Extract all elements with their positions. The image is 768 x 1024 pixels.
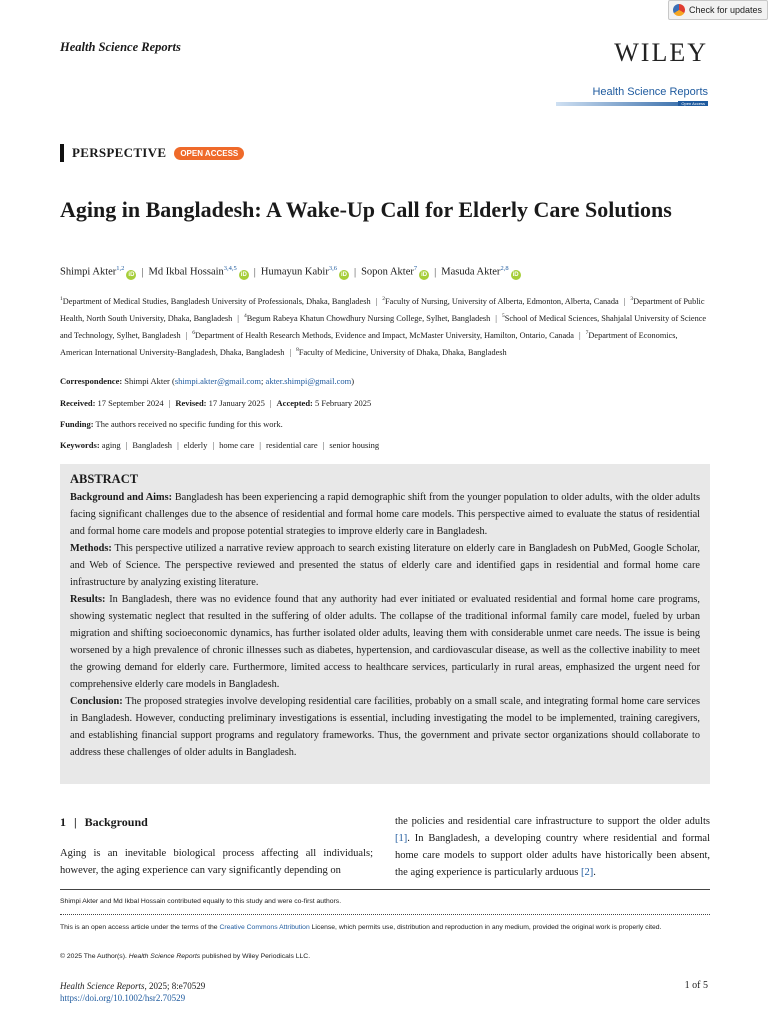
abstract-section-text: This perspective utilized a narrative review approach to search existing literature on elderly care in Bangladesh on PubMed, Google Scholar, and Web of Science. The perspective reviewed and presented the status of elderly care and identified gaps in residential and formal home care infrastructure by analyzing existing literature. [70,543,701,588]
citation-link[interactable]: [1] [395,833,408,844]
cofirst-footnote: Shimpi Akter and Md Ikbal Hossain contributed equally to this study and were co-first authors. [60,898,342,905]
abstract-section-label: Methods: [70,543,112,554]
body-text: Aging is an inevitable biological process affecting all individuals; however, the aging experience can vary significantly depending on [60,848,373,876]
wiley-logo: WILEY [614,38,708,67]
author-affil-sup: 3,4,5 [223,265,237,272]
separator: | [212,440,215,450]
crossmark-icon [673,4,685,16]
author-name[interactable]: Humayun Kabir [260,266,329,278]
footer-volume: , 2025; 8:e70529 [144,981,206,991]
abstract-section-label: Conclusion: [70,696,123,707]
author-list [60,262,720,280]
copyright-text: published by Wiley Periodicals LLC. [202,953,311,960]
author-name[interactable]: Shimpi Akter [60,266,117,278]
funding [60,418,710,430]
accepted-date: 5 February 2025 [315,398,372,408]
author-affil-sup: 7 [413,265,418,272]
separator: | [177,440,179,450]
orcid-icon[interactable]: iD [128,271,135,278]
affiliation: Faculty of Nursing, University of Alberta, Edmonton, Alberta, Canada [385,296,619,306]
footer-journal: Health Science Reports [60,981,145,991]
footnote-divider [60,914,710,915]
separator: | [185,330,188,340]
separator: | [259,440,261,450]
separator: | [269,398,272,408]
license-footnote [60,922,710,933]
journal-name: Health Science Reports [60,40,181,54]
separator: | [289,347,292,357]
accepted-label: Accepted: [276,398,313,408]
revised-date: 17 January 2025 [208,398,265,408]
keywords-label: Keywords: [60,440,100,450]
separator: | [623,296,626,306]
article-type-label: PERSPECTIVE [72,145,167,160]
section-heading [60,815,148,830]
correspondence: Correspondence: Shimpi Akter (shimpi.akter@gmail.com; akter.shimpi@gmail.com) [60,376,355,386]
body-column-right [395,813,710,881]
orcid-icon[interactable]: iD [340,271,347,278]
abstract-methods [70,540,700,591]
abstract-conclusion [70,693,700,761]
affil-sup: 5 [501,313,505,320]
affil-sup: 2 [382,296,386,302]
abstract-heading: ABSTRACT [70,472,139,486]
article-dates [60,397,710,409]
funding-text: The authors received no specific funding for this work. [95,419,283,429]
journal-logo: Health Science Reports [592,86,708,98]
separator: | [141,266,144,278]
check-for-updates-label: Check for updates [689,5,763,15]
page-number: 1 of 5 [684,980,708,991]
separator: | [322,440,325,450]
affil-sup: 1 [60,296,63,302]
author-name[interactable]: Sopon Akter [361,266,414,278]
abstract-results [70,591,700,693]
separator: | [495,313,497,323]
separator: | [253,266,256,278]
keyword[interactable]: senior housing [329,440,380,450]
separator: | [353,266,357,278]
license-text: License, which permits use, distribution and reproduction in any medium, provided the original work is properly cited. [311,924,662,931]
separator: | [168,398,171,408]
check-for-updates-button[interactable] [668,0,768,20]
body-text: the policies and residential care infrastructure to support the older adults [395,816,710,827]
copyright-journal: Health Science Reports [128,953,201,960]
affil-sup: 3 [630,296,634,302]
abstract-section-text: Bangladesh has been experiencing a rapid demographic shift from the younger population to older adults, with the older adults facing significant challenges due to the absence of residential and formal home care models. This perspective aimed to evaluate the status of residential and formal home care models and propose potential strategies to improve elderly care in Bangladesh. [70,492,701,537]
keywords [60,439,710,451]
copyright-footnote [60,951,710,962]
abstract-section-label: Results: [70,594,106,605]
keyword[interactable]: residential care [265,440,318,450]
affil-sup: 7 [585,330,589,337]
doi-link[interactable]: https://doi.org/10.1002/hsr2.70529 [60,993,186,1003]
keyword[interactable]: home care [219,440,255,450]
separator: | [578,330,581,340]
open-access-badge: OPEN ACCESS [174,147,244,160]
author-affil-sup: 2,8 [500,265,509,272]
orcid-icon[interactable]: iD [240,271,247,278]
journal-logo-tag: Open Access [678,101,708,106]
body-text: . [593,867,596,878]
separator: | [74,815,77,829]
body-text: . In Bangladesh, a developing country where residential and formal home care models to support older adults have historically been absent, the aging experience is particularly arduous [395,833,710,878]
author-affil-sup: 3,6 [328,265,337,272]
affil-sup: 6 [192,330,196,337]
affiliation: Department of Health Research Methods, Evidence and Impact, McMaster University, Hamilton, Ontario, Canada [195,330,574,340]
affiliation: Faculty of Medicine, University of Dhaka, Dhaka, Bangladesh [298,347,507,357]
section-number: 1 [60,815,66,829]
affiliation: Department of Medical Studies, Bangladesh University of Professionals, Dhaka, Bangladesh [62,296,371,306]
affil-sup: 4 [243,313,247,320]
section-title: Background [84,815,148,829]
separator: | [434,266,437,278]
author-name[interactable]: Md Ikbal Hossain [148,266,224,278]
separator: | [375,296,378,306]
affiliation: School of Medical Sciences, Shahjalal University of Science and Technology, Sylhet, Bangladesh [60,313,707,340]
funding-label: Funding: [60,419,94,429]
abstract-section-label: Background and Aims: [70,492,173,503]
author-name[interactable]: Masuda Akter [441,266,501,278]
correspondence-label: Correspondence: [60,376,123,386]
body-column-left [60,845,373,879]
keyword[interactable]: elderly [183,440,208,450]
received-date: 17 September 2024 [97,398,164,408]
orcid-icon[interactable]: iD [512,271,519,278]
footer-citation [60,980,205,1004]
separator: | [125,440,128,450]
email-link[interactable]: shimpi.akter@gmail.com [174,376,262,386]
affiliation: Begum Rabeya Khatun Chowdhury Nursing College, Sylhet, Bangladesh [246,313,491,323]
footnote-divider [60,889,710,890]
orcid-icon[interactable]: iD [421,271,428,278]
abstract-background [70,489,700,540]
keyword[interactable]: Bangladesh [132,440,173,450]
revised-label: Revised: [175,398,207,408]
abstract-section-text: In Bangladesh, there was no evidence found that any authority had ever initiated or evaluated residential and formal home care programs, showing systematic neglect that resulted in the suffering of older adults. The collapse of the traditional informal family care model, fueled by urban migration and shifting socioeconomic dynamics, has further isolated older adults, leaving them with considerable unmet care needs. The issue is being worsened by a high prevalence of chronic illnesses such as diabetes, hypertension, and cardiovascular disease, as well as the collective inability to meet the growing demand for elderly care. Furthermore, limited access to healthcare services, particularly in rural areas, emphasized the urgent need for comprehensive elderly care models in Bangladesh. [70,594,700,690]
separator: | [237,313,239,323]
affiliation: Department of Public Health, North South University, Dhaka, Bangladesh [60,296,705,323]
email-link[interactable]: akter.shimpi@gmail.com [265,376,352,386]
affil-sup: 8 [296,347,299,354]
license-link[interactable]: Creative Commons Attribution [219,924,310,931]
license-text: This is an open access article under the terms of the [60,924,218,931]
article-type [60,144,244,162]
abstract-section-text: The proposed strategies involve developing residential care facilities, probably on a small scale, and integrating formal home care services in Bangladesh. However, conducting preliminary investigations is essential, including investigating the model to be implemented, training caregivers, and establishing financial support programs and regulatory frameworks. Thus, the government and private sector organizations should collaborate to address these challenges of older adults in Bangladesh. [70,696,701,758]
received-label: Received: [60,398,96,408]
citation-link[interactable]: [2] [581,867,594,878]
correspondence-name: Shimpi Akter [124,376,170,386]
abstract-box [60,464,710,784]
keyword[interactable]: aging [101,440,121,450]
copyright-text: © 2025 The Author(s). [60,953,127,960]
affiliations [60,292,710,360]
article-title: Aging in Bangladesh: A Wake-Up Call for Elderly Care Solutions [60,197,672,222]
author-affil-sup: 1,2 [116,265,125,272]
affiliation: Department of Economics, American International University-Bangladesh, Dhaka, Bangladesh [60,330,678,357]
